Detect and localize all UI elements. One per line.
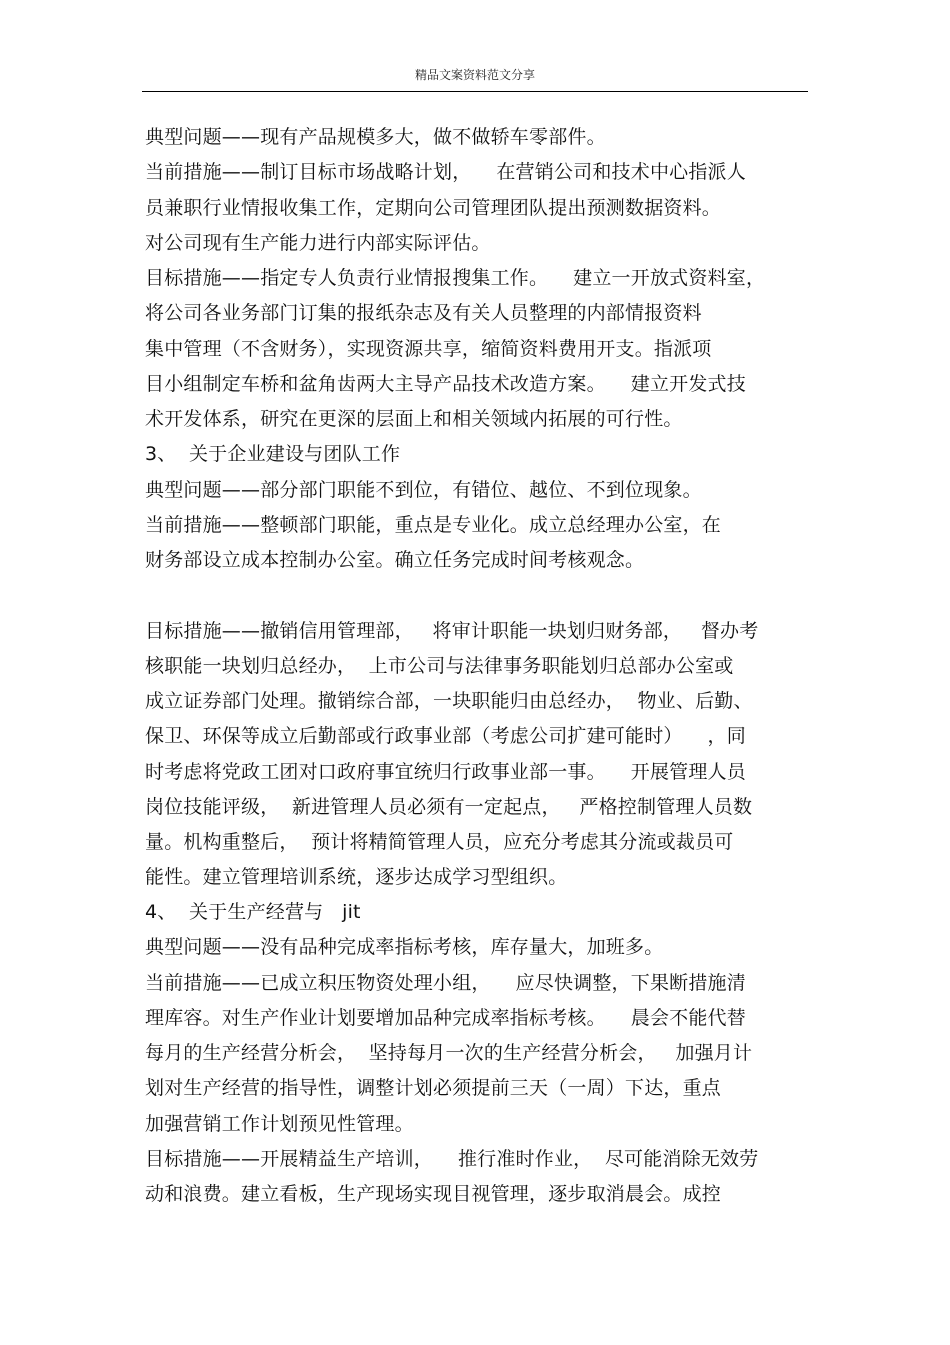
text-line: 目标措施——指定专人负责行业情报搜集工作。 建立一开放式资料室， [145,267,766,289]
text-line: 成立证券部门处理。撤销综合部，一块职能归由总经办， 物业、后勤、 [145,690,753,712]
text-line: 当前措施——制订目标市场战略计划， 在营销公司和技术中心指派人 [145,161,746,183]
text-line: 财务部设立成本控制办公室。确立任务完成时间考核观念。 [145,549,645,571]
text-line: 将公司各业务部门订集的报纸杂志及有关人员整理的内部情报资料 [145,302,702,324]
text-line: 加强营销工作计划预见性管理。 [145,1113,414,1135]
text-line: 动和浪费。建立看板，生产现场实现目视管理，逐步取消晨会。成控 [145,1183,722,1205]
text-line: 量。机构重整后， 预计将精简管理人员，应充分考虑其分流或裁员可 [145,831,734,853]
text-line: 时考虑将党政工团对口政府事宜统归行政事业部一事。 开展管理人员 [145,761,746,783]
text-line: 划对生产经营的指导性，调整计划必须提前三天（一周）下达，重点 [145,1077,722,1099]
text-line: 当前措施——整顿部门职能，重点是专业化。成立总经理办公室，在 [145,514,722,536]
text-line: 典型问题——部分部门职能不到位，有错位、越位、不到位现象。 [145,479,702,501]
text-line: 能性。建立管理培训系统，逐步达成学习型组织。 [145,866,568,888]
text-line: 目小组制定车桥和盆角齿两大主导产品技术改造方案。 建立开发式技 [145,373,746,395]
text-line: 员兼职行业情报收集工作，定期向公司管理团队提出预测数据资料。 [145,197,722,219]
text-line: 理库容。对生产作业计划要增加品种完成率指标考核。 晨会不能代替 [145,1007,746,1029]
section-heading: 3、 关于企业建设与团队工作 [145,443,401,465]
text-line: 典型问题——现有产品规模多大，做不做轿车零部件。 [145,126,606,148]
text-line: 每月的生产经营分析会， 坚持每月一次的生产经营分析会， 加强月计 [145,1042,753,1064]
header-divider [142,91,808,92]
text-line: 岗位技能评级， 新进管理人员必须有一定起点， 严格控制管理人员数 [145,796,753,818]
text-line: 术开发体系，研究在更深的层面上和相关领域内拓展的可行性。 [145,408,683,430]
text-line: 当前措施——已成立积压物资处理小组， 应尽快调整，下果断措施清 [145,972,746,994]
text-line: 保卫、环保等成立后勤部或行政事业部（考虑公司扩建可能时） ，同 [145,725,746,747]
text-line: 目标措施——撤销信用管理部， 将审计职能一块划归财务部， 督办考 [145,620,759,642]
text-line: 对公司现有生产能力进行内部实际评估。 [145,232,491,254]
section-heading: 4、 关于生产经营与 jit [145,901,361,923]
page-header: 精品文案资料范文分享 [414,68,535,82]
text-line: 核职能一块划归总经办， 上市公司与法律事务职能划归总部办公室或 [145,655,734,677]
text-line: 集中管理（不含财务），实现资源共享，缩简资料费用开支。指派项 [145,338,712,360]
text-line: 目标措施——开展精益生产培训， 推行准时作业， 尽可能消除无效劳 [145,1148,759,1170]
text-line: 典型问题——没有品种完成率指标考核，库存量大，加班多。 [145,936,664,958]
